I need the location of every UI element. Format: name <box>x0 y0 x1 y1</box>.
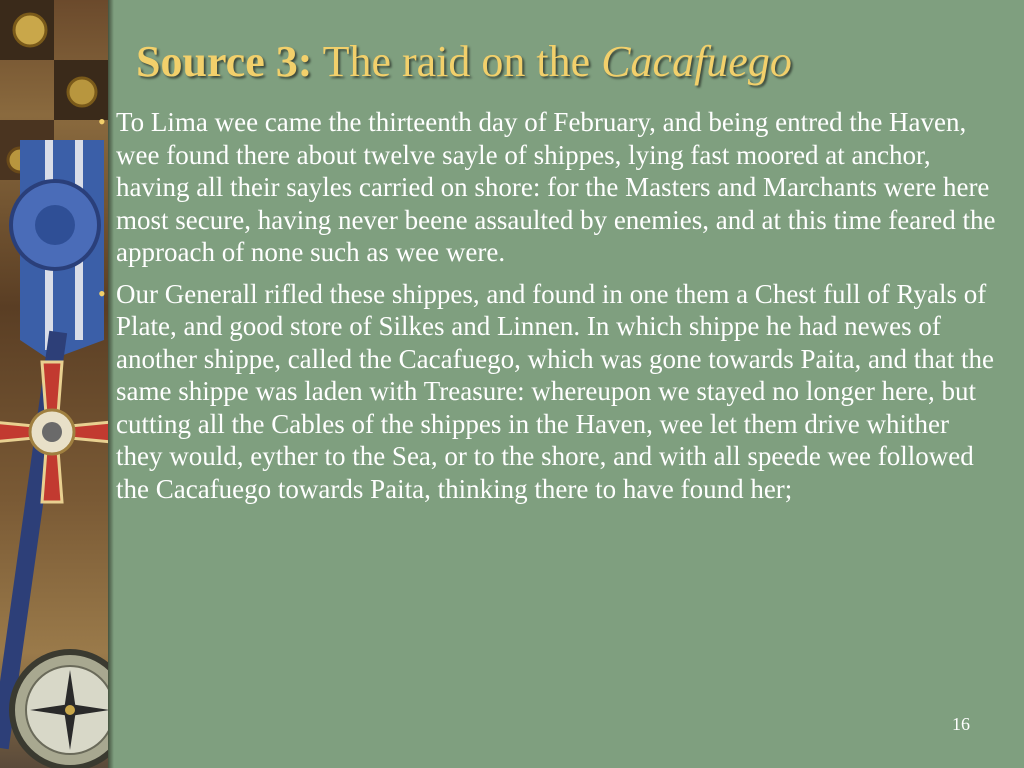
cross-medal-icon <box>0 362 108 502</box>
compass-icon <box>12 652 108 768</box>
bullet-item <box>98 106 998 269</box>
left-decorative-strip <box>0 0 108 768</box>
bullet-dot-icon: • <box>98 109 106 134</box>
title-emphasis: Cacafuego <box>601 37 792 86</box>
bullet-text: To Lima wee came the thirteenth day of February, and being entred the Haven, wee found there about twelve sayle of shippes, lying fast moored at anchor, having all their sayles carried on shore: for the Masters and Marchants were here most secure, having never beene assaulted by enemies, and at this time feared the approach of none such as wee were. <box>116 107 996 267</box>
bullet-dot-icon: • <box>98 280 106 306</box>
title-label: Source 3: <box>136 37 313 86</box>
bullet-text: Our Generall rifled these shippes, and found in one them a Chest full of Ryals of Plate, and good store of Silkes and Linnen. In which shippe he had newes of another shippe, called the Cacafuego, which was gone towards Paita, and that the same shippe was laden with Treasure: whereupon we stayed no longer here, but cutting all the Cables of the shippes in the Haven, wee let them drive whither they would, eyther to the Sea, or to the shore, and with all speede wee followed the Cacafuego towards Paita, thinking there to have found her; <box>116 278 994 504</box>
medal-collage-image <box>0 0 108 768</box>
page-number: 16 <box>952 714 970 734</box>
bullet-list <box>98 106 998 514</box>
title-text: The raid on the <box>322 37 591 86</box>
bullet-item <box>98 278 998 506</box>
slide-title <box>136 38 792 86</box>
